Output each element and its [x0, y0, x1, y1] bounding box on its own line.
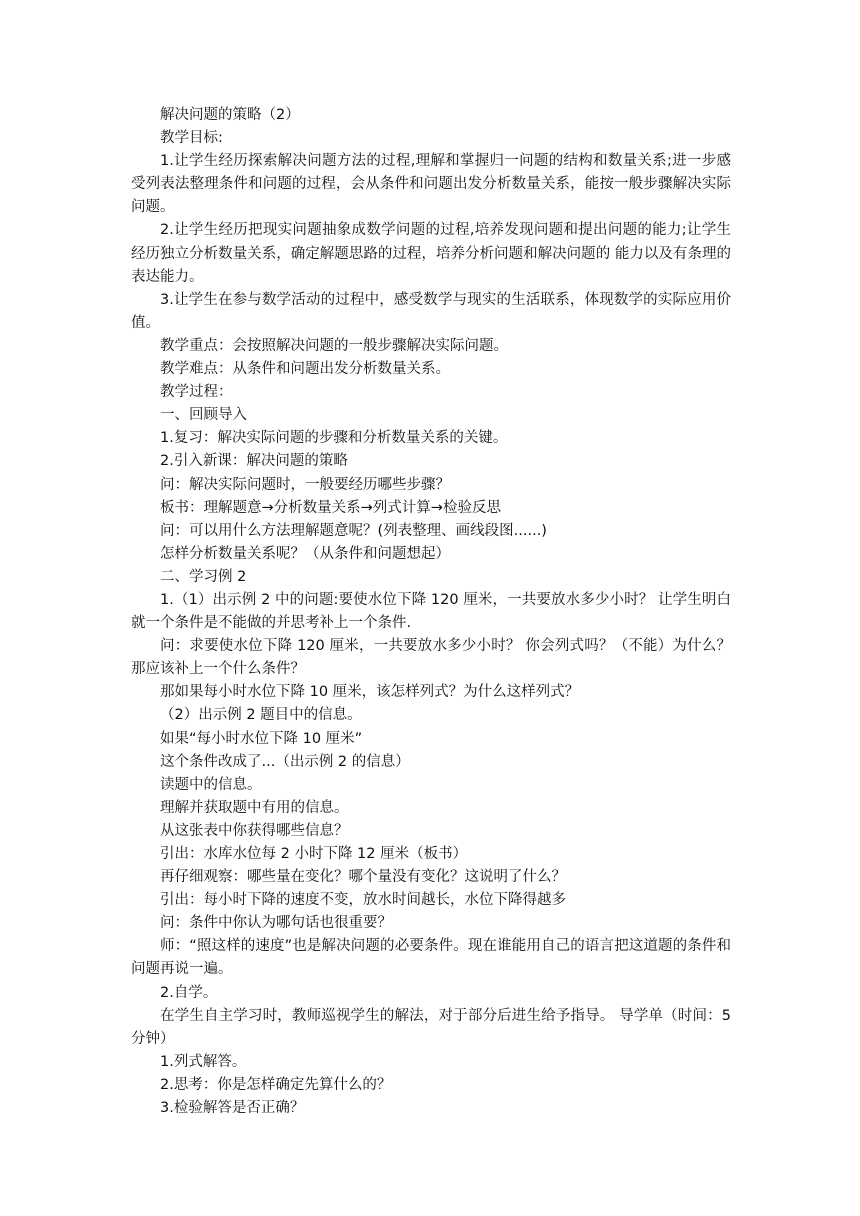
board-steps: 板书：理解题意→分析数量关系→列式计算→检验反思 — [160, 499, 501, 516]
question-method: 问：可以用什么方法理解题意呢？(列表整理、画线段图......) — [160, 522, 547, 539]
task-3: 3.检验解答是否正确？ — [160, 1100, 305, 1117]
example-step-1: 1.（1）出示例 2 中的问题:要使水位下降 120 厘米，一共要放水多少小时？ 让学生明白就一个条件是不能做的并思考补上一个条件. — [131, 591, 731, 632]
section-heading-review: 一、回顾导入 — [160, 407, 247, 424]
example-step-2: （2）出示例 2 题目中的信息。 — [160, 707, 362, 724]
key-point: 教学重点：会按照解决问题的一般步骤解决实际问题。 — [160, 337, 508, 354]
section-heading-example: 二、学习例 2 — [160, 568, 247, 585]
example-changed: 这个条件改成了...（出示例 2 的信息） — [160, 753, 410, 770]
document-body — [131, 104, 731, 1120]
teacher-remark: 师：“照这样的速度”也是解决问题的必要条件。现在谁能用自己的语言把这道题的条件和问题再说一遍。 — [131, 938, 731, 978]
example-if: 那如果每小时水位下降 10 厘米，该怎样列式？为什么这样列式？ — [160, 684, 580, 701]
task-1: 1.列式解答。 — [160, 1053, 247, 1070]
understand-info: 理解并获取题中有用的信息。 — [160, 799, 349, 816]
self-study-description: 在学生自主学习时，教师巡视学生的解法，对于部分后进生给予指导。 导学单（时间：5 分钟） — [131, 1007, 731, 1047]
objective-1: 1.让学生经历探索解决问题方法的过程,理解和掌握归一问题的结构和数量关系;进一步感受列表法整理条件和问题的过程，会从条件和问题出发分析数量关系，能按一般步骤解决实际问题。 — [131, 153, 731, 216]
example-quote: 如果“每小时水位下降 10 厘米” — [160, 730, 363, 747]
objective-3: 3.让学生在参与数学活动的过程中，感受数学与现实的生活联系，体现数学的实际应用价值。 — [131, 291, 731, 331]
read-info: 读题中的信息。 — [160, 776, 262, 793]
objective-2: 2.让学生经历把现实问题抽象成数学问题的过程,培养发现问题和提出问题的能力;让学生经历独立分析数量关系，确定解题思路的过程，培养分析问题和解决问题的 能力以及有条理的表达能力。 — [131, 222, 731, 285]
example-question-1: 问：求要使水位下降 120 厘米，一共要放水多少小时？ 你会列式吗？（不能）为什么？那应该补上一个什么条件？ — [131, 638, 731, 678]
question-important: 问：条件中你认为哪句话也很重要？ — [160, 915, 392, 932]
document-title: 解决问题的策略（2） — [160, 107, 300, 123]
objectives-heading: 教学目标: — [160, 130, 223, 147]
process-heading: 教学过程： — [160, 384, 233, 401]
elicit-2: 引出：每小时下降的速度不变，放水时间越长，水位下降得越多 — [160, 892, 566, 909]
from-table: 从这张表中你获得哪些信息？ — [160, 822, 349, 839]
question-steps: 问：解决实际问题时，一般要经历哪些步骤？ — [160, 476, 450, 493]
question-analyze: 怎样分析数量关系呢？（从条件和问题想起） — [160, 545, 450, 562]
observe: 再仔细观察：哪些量在变化？哪个量没有变化？这说明了什么？ — [160, 869, 566, 886]
intro-item: 2.引入新课：解决问题的策略 — [160, 453, 348, 470]
task-2: 2.思考：你是怎样确定先算什么的？ — [160, 1076, 392, 1093]
difficulty: 教学难点：从条件和问题出发分析数量关系。 — [160, 361, 450, 378]
elicit-1: 引出：水库水位每 2 小时下降 12 厘米（板书） — [160, 846, 468, 862]
self-study-heading: 2.自学。 — [160, 984, 218, 1001]
review-item: 1.复习：解决实际问题的步骤和分析数量关系的关键。 — [160, 430, 508, 447]
